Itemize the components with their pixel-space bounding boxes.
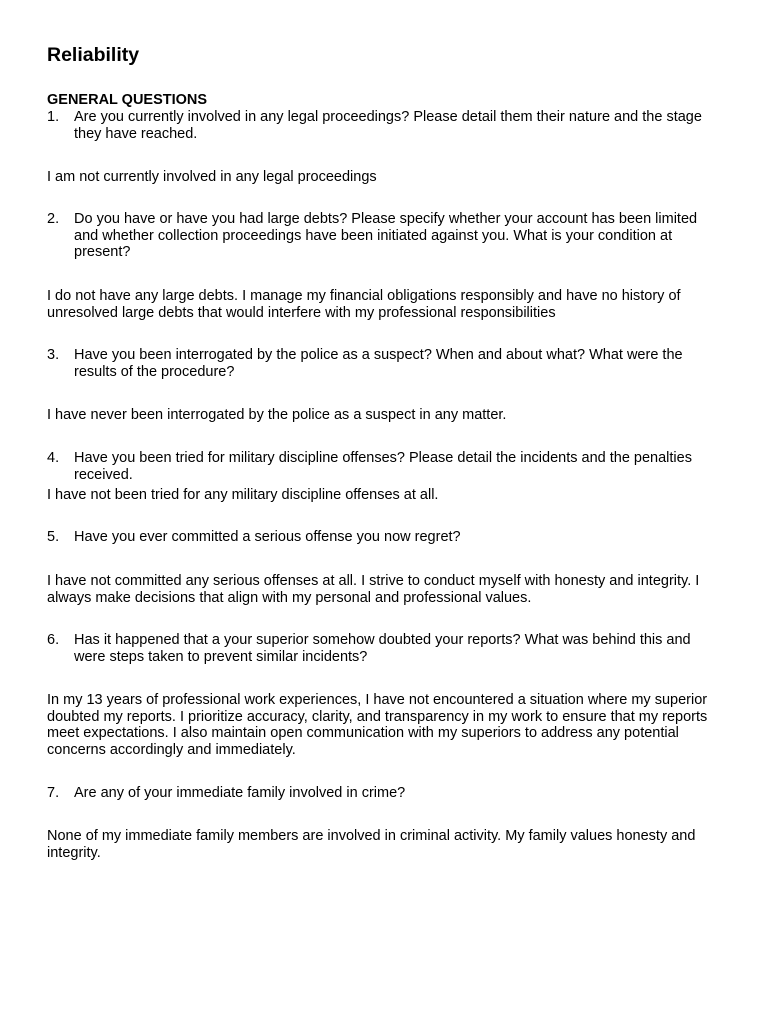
answer-3: I have never been interrogated by the police as a suspect in any matter. — [47, 407, 507, 423]
question-text: Has it happened that a your superior somehow doubted your reports? What was behind this and were steps taken to prevent similar incidents? — [74, 632, 691, 665]
question-text: Have you been interrogated by the police as a suspect? When and about what? What were the results of the procedure? — [74, 347, 683, 380]
question-number: 3. — [47, 347, 60, 363]
answer-2: I do not have any large debts. I manage my financial obligations responsibly and have no history of unresolved large debts that would interfere with my professional responsibilities — [47, 288, 681, 321]
question-text: Have you been tried for military discipline offenses? Please detail the incidents and the penalties received. — [74, 450, 692, 483]
question-number: 1. — [47, 109, 60, 125]
question-7 — [47, 785, 717, 802]
answer-7: None of my immediate family members are involved in criminal activity. My family values honesty and integrity. — [47, 828, 696, 861]
question-number: 6. — [47, 632, 60, 648]
question-4 — [47, 450, 717, 483]
question-number: 5. — [47, 529, 60, 545]
question-2 — [47, 211, 717, 261]
question-number: 2. — [47, 211, 60, 227]
question-3 — [47, 347, 717, 380]
section-heading: GENERAL QUESTIONS — [47, 92, 208, 108]
question-text: Are you currently involved in any legal proceedings? Please detail them their nature and the stage they have reached. — [74, 109, 702, 142]
answer-4: I have not been tried for any military discipline offenses at all. — [47, 487, 439, 503]
answer-6: In my 13 years of professional work experiences, I have not encountered a situation where my superior doubted my reports. I prioritize accuracy, clarity, and transparency in my work to ensure that my reports meet expectations. I also maintain open communication with my superiors to address any potential concerns accordingly and immediately. — [47, 692, 708, 759]
question-6 — [47, 632, 717, 665]
question-1 — [47, 109, 717, 142]
question-number: 7. — [47, 785, 60, 801]
question-text: Have you ever committed a serious offense you now regret? — [74, 529, 461, 545]
question-5 — [47, 529, 717, 546]
question-number: 4. — [47, 450, 60, 466]
answer-5: I have not committed any serious offenses at all. I strive to conduct myself with honesty and integrity. I always make decisions that align with my personal and professional values. — [47, 573, 700, 606]
question-text: Are any of your immediate family involved in crime? — [74, 785, 406, 801]
answer-1: I am not currently involved in any legal proceedings — [47, 169, 377, 185]
page-title: Reliability — [47, 44, 140, 66]
question-text: Do you have or have you had large debts? Please specify whether your account has been limited and whether collection proceedings have been initiated against you. What is your condition at present? — [74, 211, 698, 261]
